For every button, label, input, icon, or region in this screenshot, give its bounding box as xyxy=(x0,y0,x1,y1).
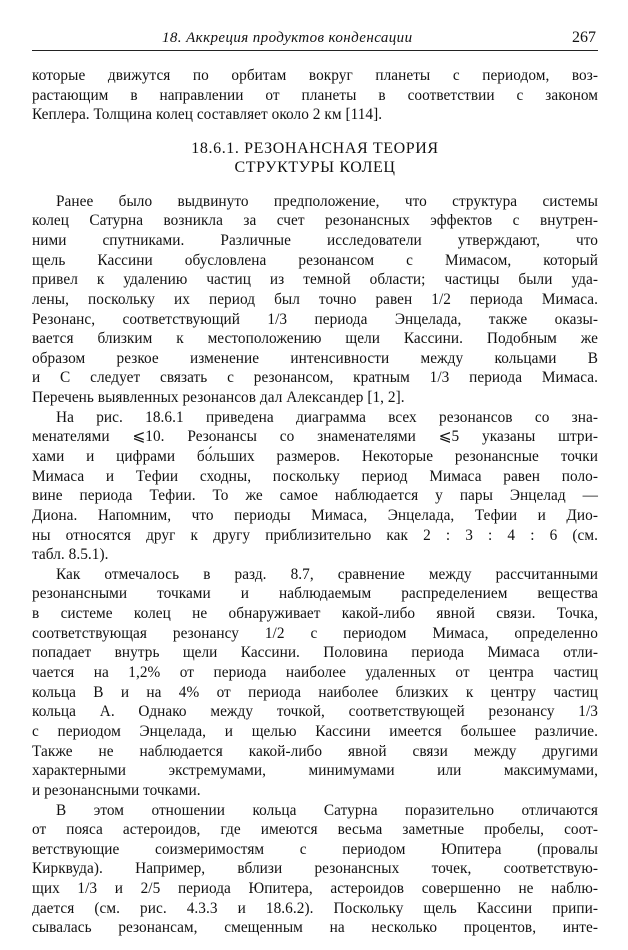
text-line: чается на 1,2% от периода наиболее удаленных от центра частиц xyxy=(32,664,598,682)
text-line: Мимаса и Тефии сходны, поскольку период Мимаса равен поло- xyxy=(32,467,598,485)
text-line: ны относятся друг к другу приблизительно как 2 : 3 : 4 : 6 (см. xyxy=(32,526,598,544)
text-line: Кеплера. Толщина колец составляет около 2 км [114]. xyxy=(32,106,383,124)
text-line: попадает внутрь щели Кассини. Половина периода Мимаса отли- xyxy=(32,644,598,662)
text-line: соответствующая резонансу 1/2 с периодом Мимаса, определенно xyxy=(32,624,598,642)
text-line: и резонансными точками. xyxy=(32,781,201,799)
section-heading-line-1: 18.6.1. РЕЗОНАНСНАЯ ТЕОРИЯ xyxy=(191,139,439,157)
text-line: в системе колец не обнаруживает какой-либо явной связи. Точка, xyxy=(32,605,598,623)
text-line: Резонанс, соответствующий 1/3 периода Энцелада, также оказы- xyxy=(32,310,598,328)
text-line: растающим в направлении от планеты в соответствии с законом xyxy=(32,86,598,104)
text-line: вается близким к местоположению щели Кассини. Подобным же xyxy=(32,330,598,348)
text-line: образом резкое изменение интенсивности между кольцами B xyxy=(32,349,598,367)
text-line: кольца B и на 4% от периода наиболее близких к центру частиц xyxy=(32,683,598,701)
text-line: от пояса астероидов, где имеются весьма заметные пробелы, соот- xyxy=(32,821,598,839)
text-line: щель Кассини обусловлена резонансом с Мимасом, который xyxy=(32,251,598,269)
text-line: которые движутся по орбитам вокруг планеты с периодом, воз- xyxy=(32,67,598,84)
text-line: привел к удалению частиц из темной области; частицы были уда- xyxy=(32,271,598,289)
text-line: ними спутниками. Различные исследователи утверждают, что xyxy=(32,231,598,249)
text-line: характерными экстремумами, минимумами или максимумами, xyxy=(32,762,598,780)
text-line: На рис. 18.6.1 приведена диаграмма всех резонансов со зна- xyxy=(56,408,598,426)
text-line: с периодом Энцелада, и щелью Кассини имеется большее различие. xyxy=(32,722,598,740)
text-line: Также не наблюдается какой-либо явной связи между другими xyxy=(32,742,598,760)
text-line: сывалась резонансам, смещенным на несколько процентов, инте- xyxy=(32,919,598,937)
page-number: 267 xyxy=(572,29,596,46)
text-line: дается (см. рис. 4.3.3 и 18.6.2). Поскольку щель Кассини припи- xyxy=(32,899,598,917)
text-line: и C следует связать с резонансом, кратным 1/3 периода Мимаса. xyxy=(32,369,598,387)
text-line: менателями ⩽10. Резонансы со знаменателями ⩽5 указаны штри- xyxy=(32,428,598,446)
text-line: ветствующие соизмеримостям с периодом Юпитера (провалы xyxy=(32,840,598,858)
running-head xyxy=(32,28,598,51)
text-line: кольца A. Однако между точкой, соответствующей резонансу 1/3 xyxy=(32,703,598,721)
text-line: Перечень выявленных резонансов дал Александер [1, 2]. xyxy=(32,389,405,407)
text-line: В этом отношении кольца Сатурна поразительно отличаются xyxy=(56,801,598,819)
text-line: колец Сатурна возникла за счет резонансных эффектов с внутрен- xyxy=(32,212,598,230)
text-line: Кирквуда). Например, вблизи резонансных точек, соответствую- xyxy=(32,860,598,878)
text-line: резонансными точками и наблюдаемым распределением вещества xyxy=(32,585,598,603)
text-line: Диона. Напомним, что периоды Мимаса, Энцелада, Тефии и Дио- xyxy=(32,506,598,524)
running-title: 18. Аккреция продуктов конденсации xyxy=(162,30,413,46)
text-line: лены, поскольку их период был точно равен 1/2 периода Мимаса. xyxy=(32,290,598,308)
text-line: щих 1/3 и 2/5 периода Юпитера, астероидов совершенно не наблю- xyxy=(32,880,598,898)
text-line: вине периода Тефии. То же самое наблюдается у пары Энцелад — xyxy=(32,487,598,505)
text-line: табл. 8.5.1). xyxy=(32,546,109,564)
section-heading-line-2: СТРУКТУРЫ КОЛЕЦ xyxy=(234,159,396,177)
text-line: Как отмечалось в разд. 8.7, сравнение между рассчитанными xyxy=(56,565,598,583)
text-line: Ранее было выдвинуто предположение, что структура системы xyxy=(56,192,598,210)
text-line: хами и цифрами бо́льших размеров. Некоторые резонансные точки xyxy=(32,448,598,465)
